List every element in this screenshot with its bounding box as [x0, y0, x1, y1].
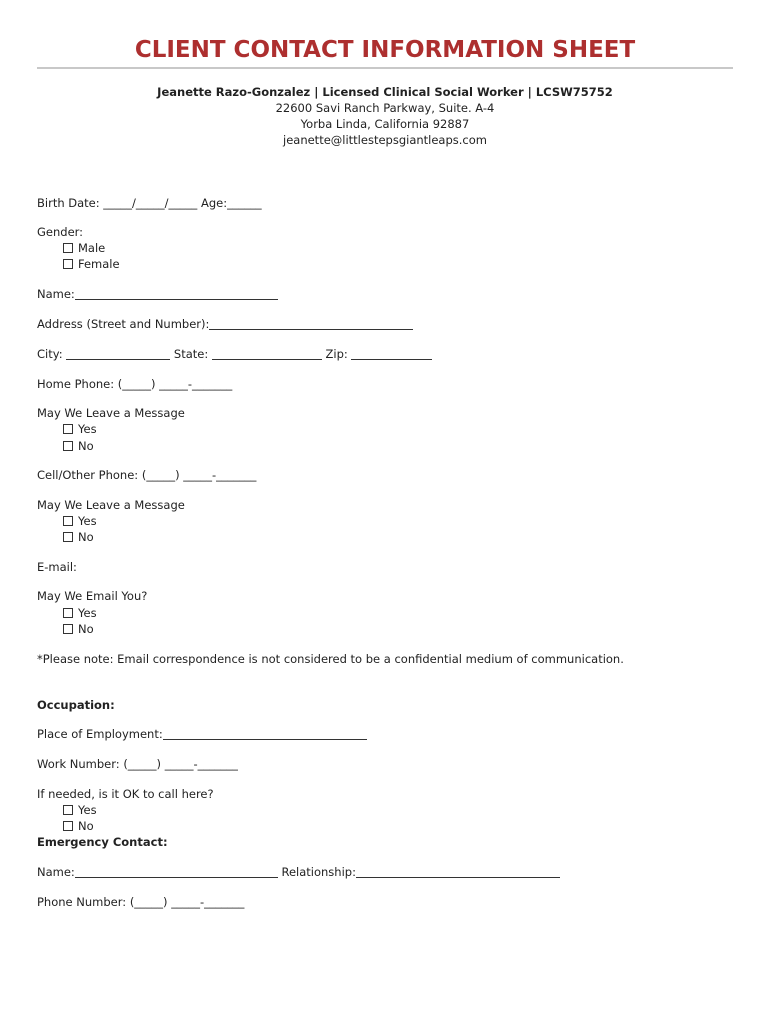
- female-checkbox[interactable]: [63, 259, 73, 269]
- zip-label: Zip:: [325, 347, 348, 361]
- home-message-question: May We Leave a Message: [37, 406, 185, 420]
- cell-message-no-option[interactable]: [63, 529, 94, 545]
- occupation-heading: Occupation:: [37, 698, 115, 712]
- male-checkbox[interactable]: [63, 243, 73, 253]
- city-state-zip-row: [37, 346, 432, 362]
- email-confidentiality-note: *Please note: Email correspondence is not considered to be a confidential medium of communication.: [37, 652, 624, 666]
- provider-email: jeanette@littlestepsgiantleaps.com: [283, 133, 487, 147]
- call-permission-yes-label: Yes: [78, 803, 97, 817]
- home-message-yes-option[interactable]: [63, 421, 97, 437]
- cell-message-yes-checkbox[interactable]: [63, 516, 73, 526]
- gender-option-male[interactable]: [63, 240, 105, 256]
- emergency-contact-heading: Emergency Contact:: [37, 835, 168, 849]
- client-name-field[interactable]: [75, 299, 278, 300]
- zip-field[interactable]: [351, 359, 432, 360]
- email-permission-yes-label: Yes: [78, 606, 97, 620]
- home-message-yes-checkbox[interactable]: [63, 424, 73, 434]
- address-field[interactable]: [209, 329, 413, 330]
- age-label: Age:: [200, 196, 228, 210]
- state-label: State:: [173, 347, 209, 361]
- title-divider: [37, 67, 733, 69]
- email-label: E-mail:: [37, 560, 77, 574]
- cell-message-no-label: No: [78, 530, 94, 544]
- emergency-name-label: Name:: [37, 865, 75, 879]
- relationship-label: Relationship:: [281, 865, 356, 879]
- email-permission-no-checkbox[interactable]: [63, 624, 73, 634]
- home-phone-field[interactable]: (_____) _____-_______: [117, 377, 233, 391]
- call-permission-yes-checkbox[interactable]: [63, 805, 73, 815]
- employment-field[interactable]: [163, 739, 367, 740]
- home-message-yes-label: Yes: [78, 422, 97, 436]
- gender-label: Gender:: [37, 225, 84, 239]
- birth-date-label: Birth Date:: [37, 196, 100, 210]
- email-permission-no-option[interactable]: [63, 621, 94, 637]
- email-permission-question: May We Email You?: [37, 589, 148, 603]
- call-permission-no-option[interactable]: [63, 818, 94, 834]
- employment-label: Place of Employment:: [37, 727, 163, 741]
- cell-message-question: May We Leave a Message: [37, 498, 185, 512]
- email-permission-yes-checkbox[interactable]: [63, 608, 73, 618]
- emergency-name-row: [37, 864, 560, 880]
- email-permission-no-label: No: [78, 622, 94, 636]
- provider-street: 22600 Savi Ranch Parkway, Suite. A-4: [275, 101, 495, 115]
- state-field[interactable]: [212, 359, 322, 360]
- provider-city-state-zip: Yorba Linda, California 92887: [300, 117, 470, 131]
- provider-line: Jeanette Razo-Gonzalez | Licensed Clinical Social Worker | LCSW75752: [157, 85, 613, 99]
- address-row: [37, 316, 413, 332]
- home-message-no-checkbox[interactable]: [63, 441, 73, 451]
- cell-phone-field[interactable]: (_____) _____-_______: [141, 468, 257, 482]
- address-label: Address (Street and Number):: [37, 317, 210, 331]
- cell-message-yes-label: Yes: [78, 514, 97, 528]
- emergency-phone-field[interactable]: (_____) _____-_______: [129, 895, 245, 909]
- city-label: City:: [37, 347, 63, 361]
- cell-phone-row: [37, 467, 256, 483]
- work-number-field[interactable]: (_____) _____-_______: [123, 757, 238, 771]
- email-permission-yes-option[interactable]: [63, 605, 97, 621]
- home-phone-row: [37, 376, 232, 392]
- home-message-no-label: No: [78, 439, 94, 453]
- work-number-label: Work Number:: [37, 757, 120, 771]
- home-message-no-option[interactable]: [63, 438, 94, 454]
- cell-message-yes-option[interactable]: [63, 513, 97, 529]
- relationship-field[interactable]: [356, 877, 560, 878]
- emergency-name-field[interactable]: [75, 877, 278, 878]
- cell-message-no-checkbox[interactable]: [63, 532, 73, 542]
- gender-option-female[interactable]: [63, 256, 120, 272]
- birth-date-row: [37, 195, 262, 211]
- client-name-label: Name:: [37, 287, 75, 301]
- call-permission-yes-option[interactable]: [63, 802, 97, 818]
- call-permission-question: If needed, is it OK to call here?: [37, 787, 214, 801]
- male-option-label: Male: [78, 241, 106, 255]
- employment-row: [37, 726, 367, 742]
- city-field[interactable]: [66, 359, 170, 360]
- document-title: CLIENT CONTACT INFORMATION SHEET: [134, 37, 636, 63]
- home-phone-label: Home Phone:: [37, 377, 115, 391]
- cell-phone-label: Cell/Other Phone:: [37, 468, 139, 482]
- call-permission-no-checkbox[interactable]: [63, 821, 73, 831]
- birth-date-field[interactable]: _____/_____/_____: [103, 196, 198, 210]
- emergency-phone-row: [37, 894, 244, 910]
- client-name-row: [37, 286, 278, 302]
- age-field[interactable]: ______: [227, 196, 262, 210]
- female-option-label: Female: [78, 257, 120, 271]
- emergency-phone-label: Phone Number:: [37, 895, 127, 909]
- call-permission-no-label: No: [78, 819, 94, 833]
- work-number-row: [37, 756, 238, 772]
